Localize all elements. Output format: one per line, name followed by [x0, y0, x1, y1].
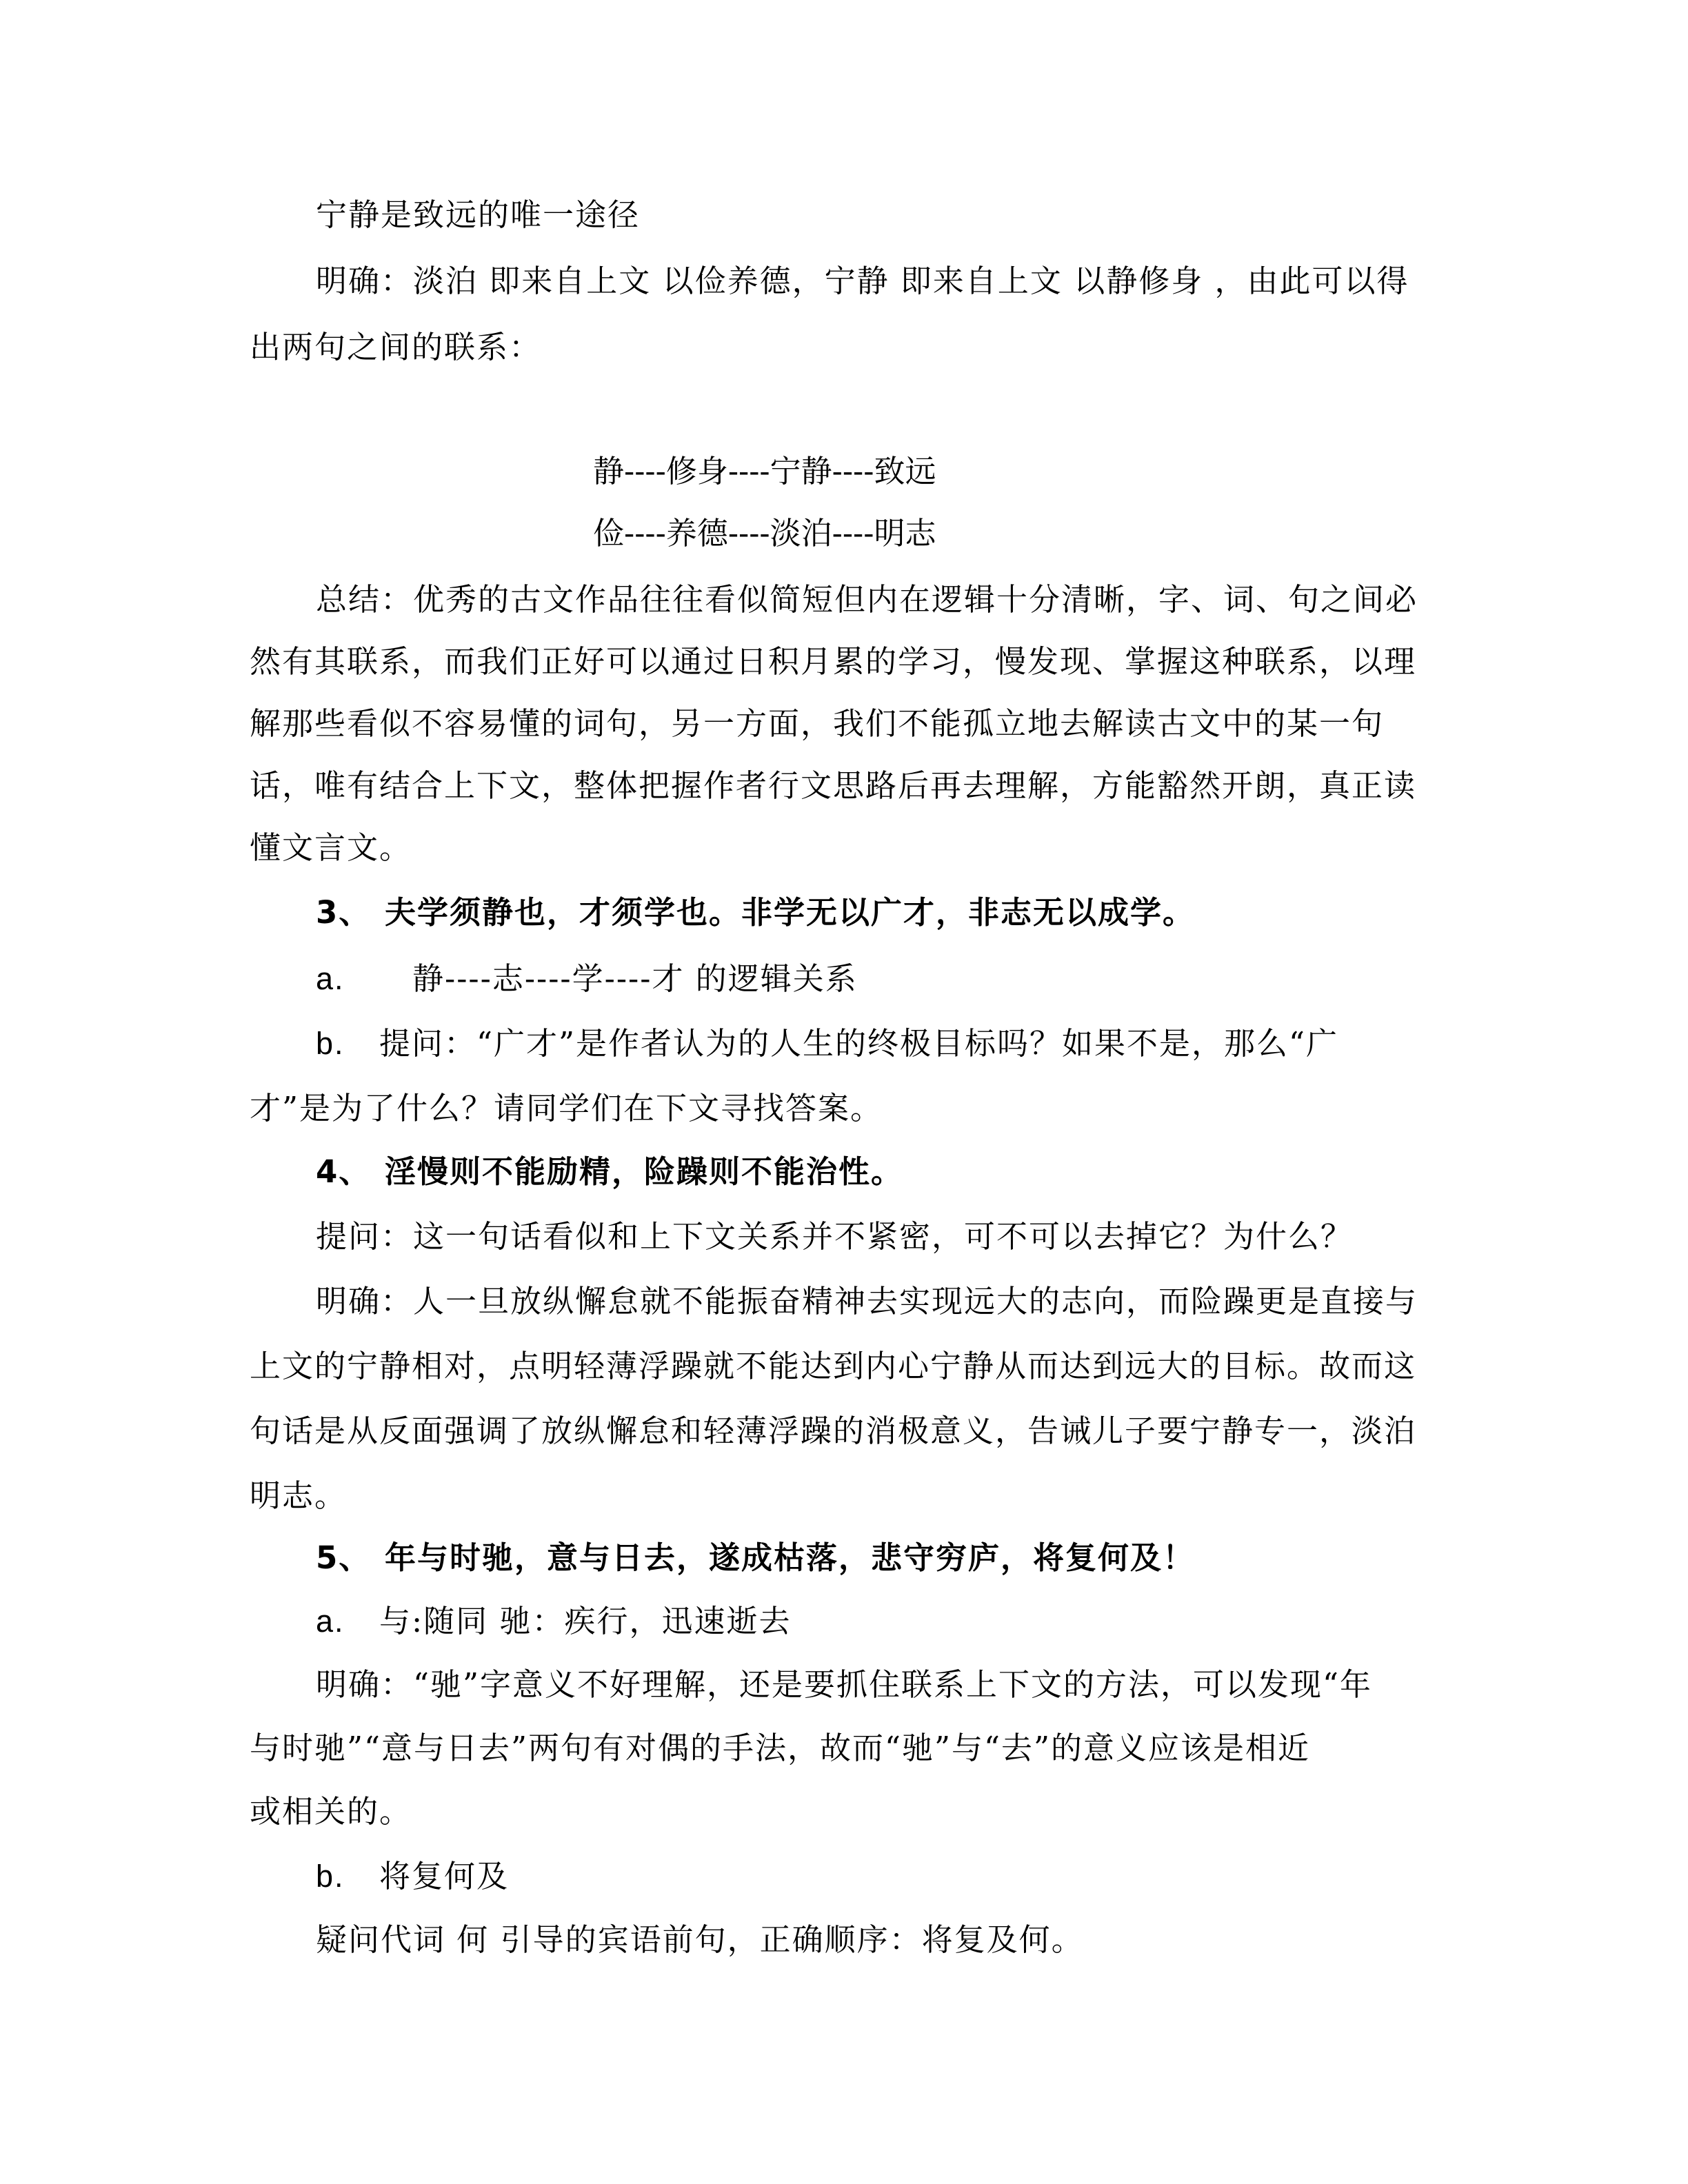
chain-line-1: 静----修身----宁静----致远 — [593, 453, 936, 489]
paragraph-line: 明确：“驰”字意义不好理解，还是要抓住联系上下文的方法，可以发现“年 — [316, 1666, 1373, 1703]
list-text: 将复何及 — [379, 1858, 510, 1894]
section-5-heading — [316, 1537, 1195, 1579]
paragraph-line: 提问：这一句话看似和上下文关系并不紧密，可不可以去掉它？为什么？ — [316, 1218, 1354, 1255]
summary-line: 话，唯有结合上下文，整体把握作者行文思路后再去理解，方能豁然开朗，真正读 — [250, 767, 1417, 804]
section-3-heading — [316, 892, 1195, 933]
list-item — [316, 1601, 791, 1642]
list-text: 静----志----学----才 的逻辑关系 — [412, 960, 858, 997]
paragraph-line: 明确：人一旦放纵懈怠就不能振奋精神去实现远大的志向，而险躁更是直接与 — [316, 1283, 1418, 1320]
summary-line: 总结：优秀的古文作品往往看似简短但内在逻辑十分清晰，字、词、句之间必 — [316, 581, 1418, 618]
paragraph-line: 与时驰”“意与日去”两句有对偶的手法，故而“驰”与“去”的意义应该是相近 — [250, 1730, 1311, 1766]
list-text: 与:随同 驰：疾行，迅速逝去 — [379, 1603, 792, 1639]
paragraph-line: 宁静是致远的唯一途径 — [316, 196, 641, 233]
section-number: 4、 — [316, 1153, 372, 1190]
list-label: a. — [316, 1604, 345, 1639]
paragraph-line: 上文的宁静相对，点明轻薄浮躁就不能达到内心宁静从而达到远大的目标。故而这 — [250, 1348, 1417, 1384]
paragraph-line: 明确：淡泊 即来自上文 以俭养德，宁静 即来自上文 以静修身 ，由此可以得 — [316, 263, 1409, 299]
section-number: 3、 — [316, 894, 372, 931]
paragraph-line: 或相关的。 — [250, 1793, 412, 1830]
paragraph-line: 疑问代词 何 引导的宾语前句，正确顺序：将复及何。 — [316, 1921, 1084, 1958]
section-title: 年与时驰，意与日去，遂成枯落，悲守穷庐，将复何及！ — [385, 1539, 1196, 1576]
paragraph-line: 才”是为了什么？请同学们在下文寻找答案。 — [250, 1090, 883, 1126]
list-item — [316, 958, 858, 1000]
paragraph-line: 句话是从反面强调了放纵懈怠和轻薄浮躁的消极意义，告诫儿子要宁静专一，淡泊 — [250, 1413, 1417, 1449]
section-title: 淫慢则不能励精，险躁则不能治性。 — [385, 1153, 904, 1190]
chain-line-2: 俭----养德----淡泊----明志 — [593, 515, 936, 552]
paragraph-line: 出两句之间的联系： — [250, 329, 542, 365]
list-label: b. — [316, 1859, 345, 1894]
list-label: b. — [316, 1026, 345, 1061]
summary-line: 然有其联系，而我们正好可以通过日积月累的学习，慢发现、掌握这种联系，以理 — [250, 643, 1417, 680]
list-label: a. — [316, 961, 345, 996]
summary-line: 懂文言文。 — [250, 829, 412, 866]
list-item — [316, 1856, 509, 1897]
paragraph-line: 明志。 — [250, 1477, 348, 1514]
list-text: 提问：“广才”是作者认为的人生的终极目标吗？如果不是，那么“广 — [379, 1025, 1339, 1062]
summary-line: 解那些看似不容易懂的词句，另一方面，我们不能孤立地去解读古文中的某一句 — [250, 705, 1385, 742]
list-item — [316, 1023, 1338, 1064]
section-4-heading — [316, 1151, 903, 1193]
section-number: 5、 — [316, 1539, 372, 1576]
section-title: 夫学须静也，才须学也。非学无以广才，非志无以成学。 — [385, 894, 1196, 931]
